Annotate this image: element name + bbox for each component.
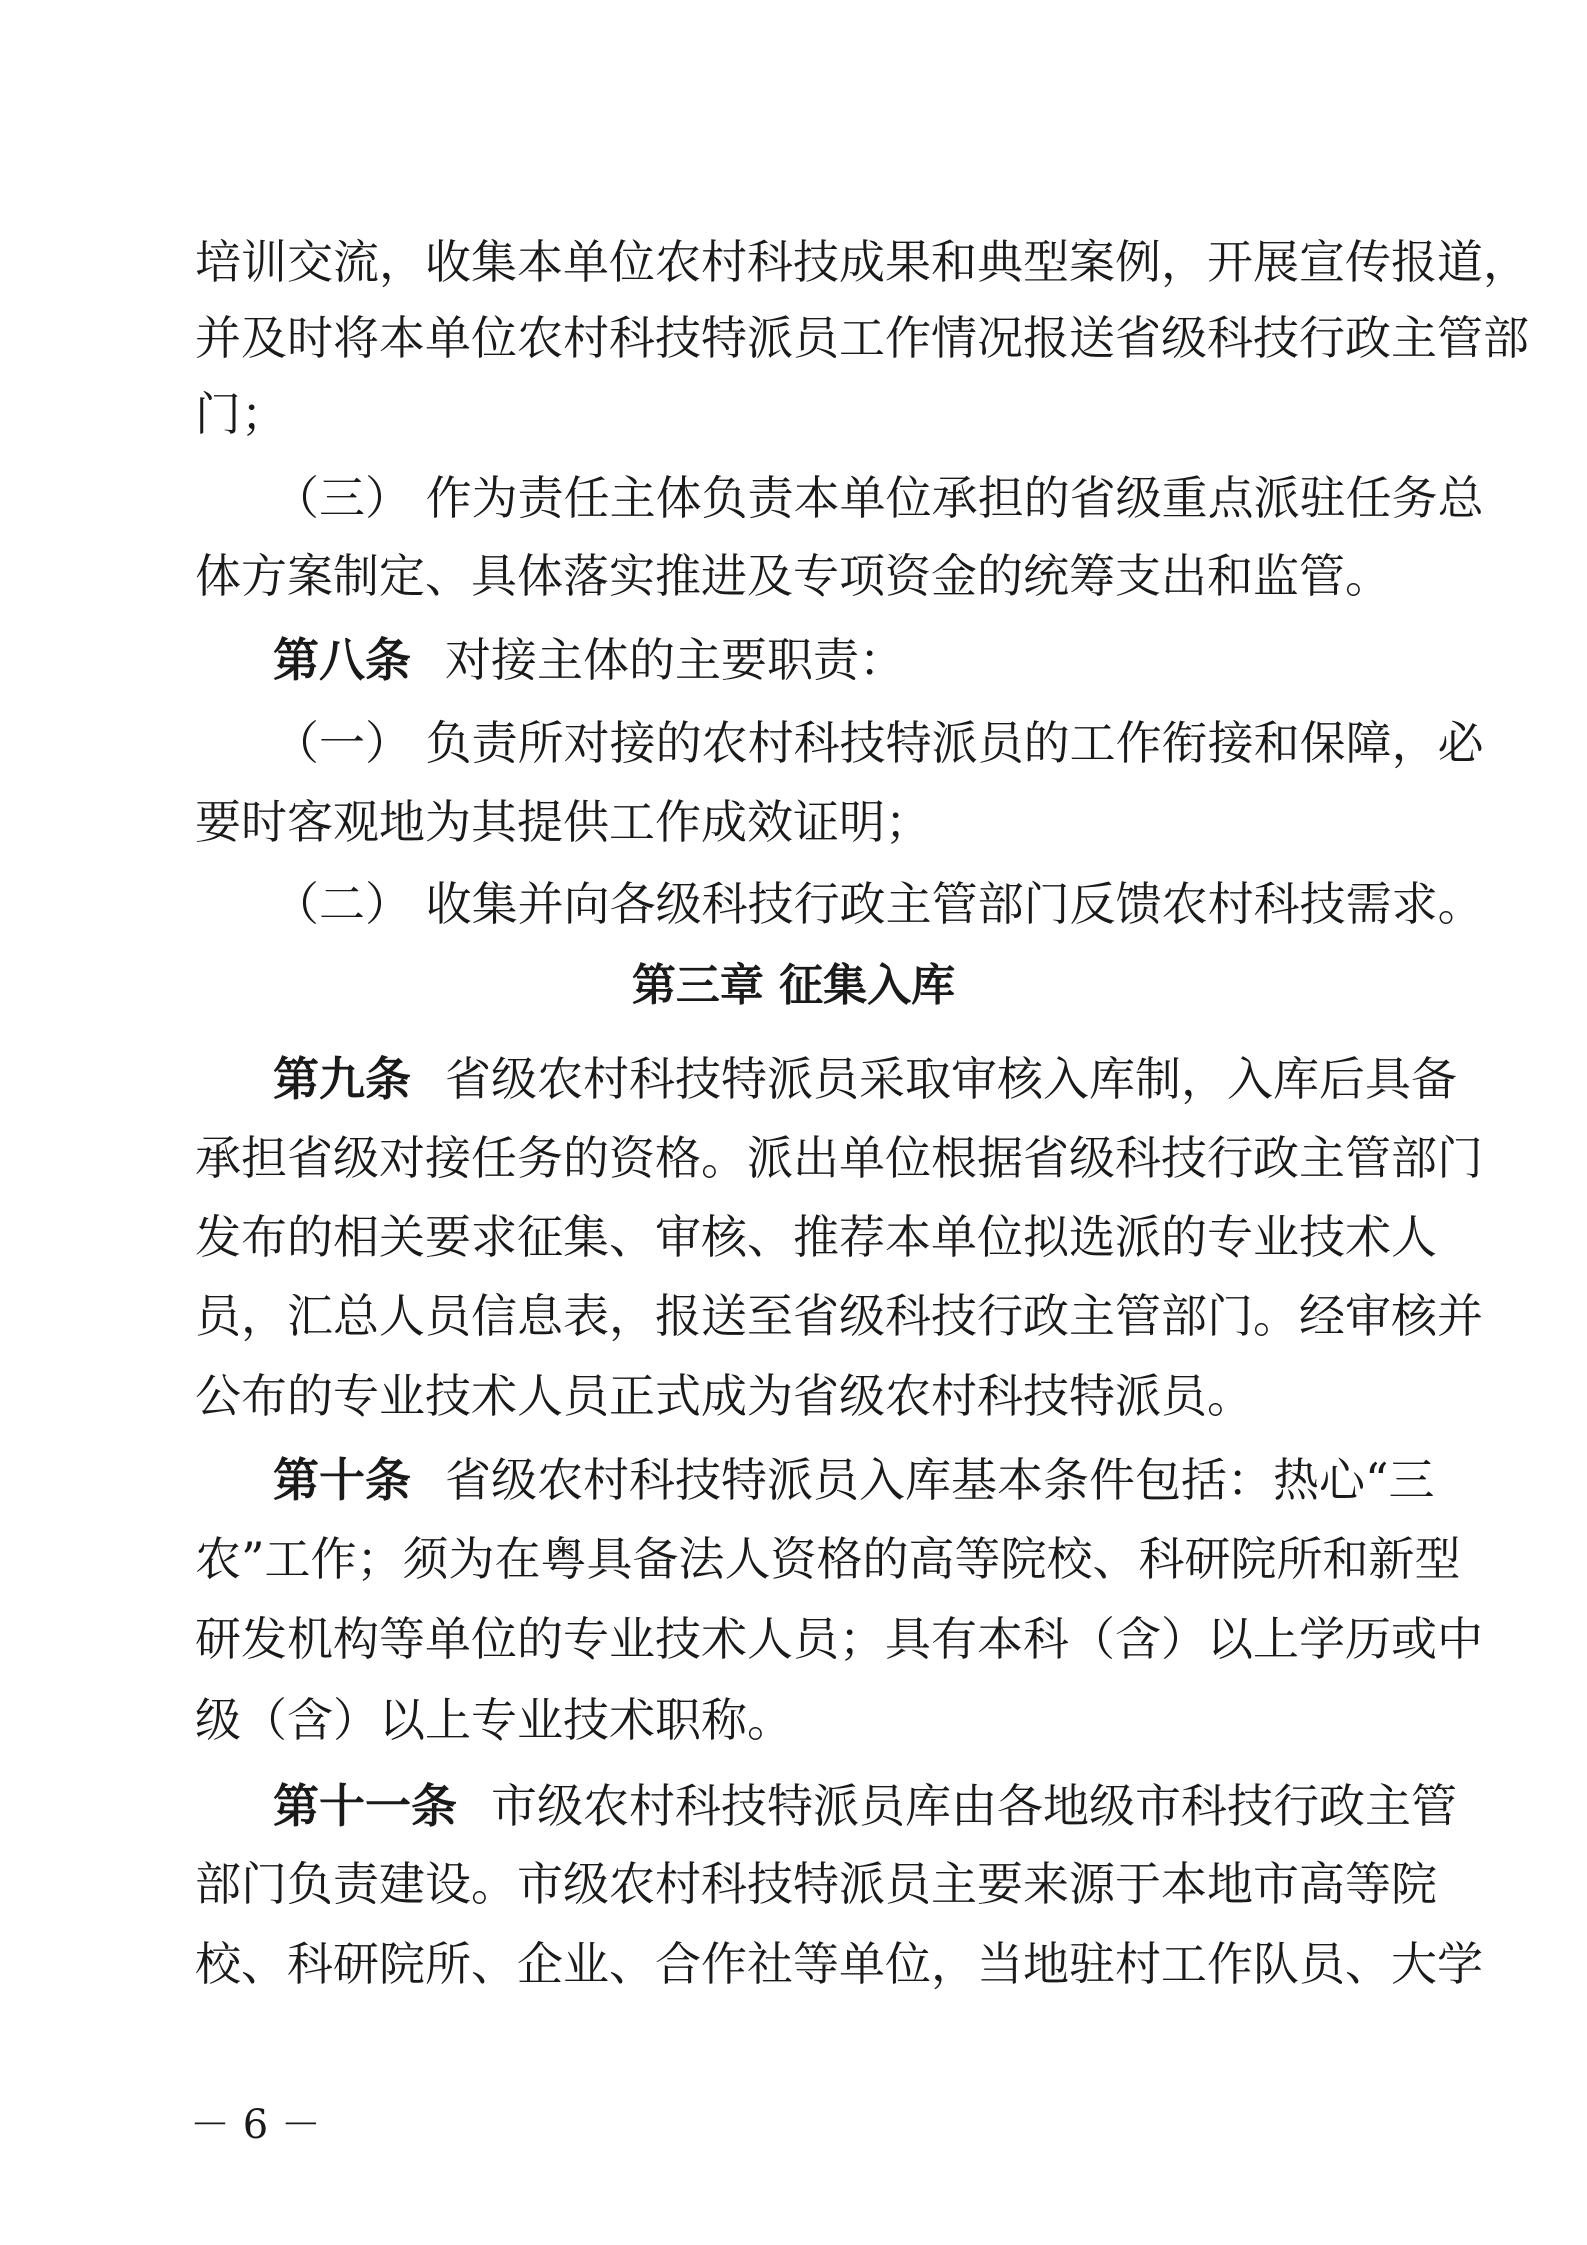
article-9-line [273,1049,1457,1109]
article-10-line [273,1450,1435,1510]
paragraph-line: 门； [195,387,287,441]
article-text: 市级农村科技特派员库由各地级市科技行政主管 [491,1779,1457,1833]
article-8-line [273,630,1410,690]
article-label: 第九条 [273,1052,411,1106]
paragraph-line: 研发机构等单位的专业技术人员；具有本科（含）以上学历或中 [195,1612,1483,1666]
article-text: 对接主体的主要职责： [445,633,905,687]
paragraph-line: （一） 负责所对接的农村科技特派员的工作衔接和保障，必 [273,716,1484,770]
page-number: － 6 － [190,2102,321,2148]
chapter-heading: 第三章 征集入库 [631,960,956,1011]
paragraph-line: 要时客观地为其提供工作成效证明； [195,795,931,849]
paragraph-line: （二） 收集并向各级科技行政主管部门反馈农村科技需求。 [273,877,1484,931]
paragraph-line: 部门负责建设。市级农村科技特派员主要来源于本地市高等院 [195,1857,1437,1911]
article-label: 第十一条 [273,1779,457,1833]
paragraph-line: 体方案制定、具体落实推进及专项资金的统筹支出和监管。 [195,549,1391,603]
paragraph-line: 公布的专业技术人员正式成为省级农村科技特派员。 [195,1369,1253,1423]
article-11-line [273,1776,1457,1836]
paragraph-line: 级（含）以上专业技术职称。 [195,1693,793,1747]
paragraph-line: 发布的相关要求征集、审核、推荐本单位拟选派的专业技术人 [195,1210,1437,1264]
article-label: 第八条 [273,633,411,687]
article-label: 第十条 [273,1453,411,1507]
paragraph-line: 并及时将本单位农村科技特派员工作情况报送省级科技行政主管部 [195,311,1529,365]
paragraph-line: 校、科研院所、企业、合作社等单位，当地驻村工作队员、大学 [195,1937,1483,1991]
paragraph-line: 农”工作；须为在粤具备法人资格的高等院校、科研院所和新型 [195,1532,1461,1586]
paragraph-line: 培训交流，收集本单位农村科技成果和典型案例，开展宣传报道， [195,235,1529,289]
paragraph-line: 承担省级对接任务的资格。派出单位根据省级科技行政主管部门 [195,1131,1483,1185]
article-text: 省级农村科技特派员采取审核入库制，入库后具备 [445,1052,1457,1106]
article-text: 省级农村科技特派员入库基本条件包括：热心“三 [445,1453,1435,1507]
paragraph-line: （三） 作为责任主体负责本单位承担的省级重点派驻任务总 [273,471,1484,525]
paragraph-line: 员，汇总人员信息表，报送至省级科技行政主管部门。经审核并 [195,1289,1483,1343]
